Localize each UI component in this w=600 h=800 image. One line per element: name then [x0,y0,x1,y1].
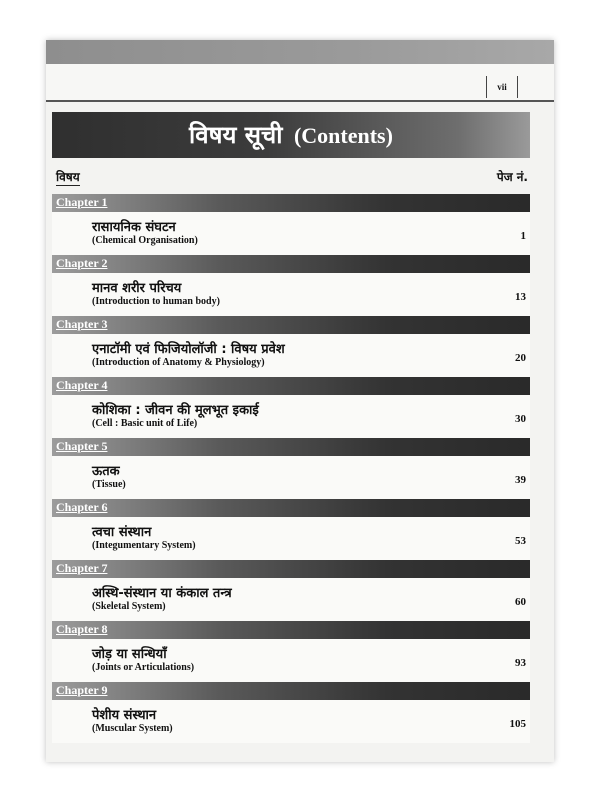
book-page [46,40,554,762]
chapter-title-english: (Skeletal System) [92,601,166,612]
chapter-entry-9 [52,682,530,743]
chapter-label: Chapter 2 [56,256,108,270]
chapter-title-english: (Joints or Articulations) [92,662,195,673]
chapter-title-english: (Cell : Basic unit of Life) [92,418,198,429]
chapter-title-english: (Tissue) [92,479,126,490]
chapter-entry-1 [52,194,530,255]
chapter-page-number: 105 [509,718,526,730]
column-header-subject: विषय [56,170,80,184]
chapter-label: Chapter 1 [56,195,108,209]
chapter-title-english: (Chemical Organisation) [92,235,198,246]
chapter-page-number: 30 [515,413,526,425]
chapter-body [52,395,530,438]
page-header-strip [46,64,554,102]
chapter-body [52,456,530,499]
chapter-title-hindi: पेशीय संस्थान [92,708,157,723]
chapter-bar [52,377,530,395]
chapter-label: Chapter 7 [56,561,108,575]
chapter-label: Chapter 8 [56,622,108,636]
title-hindi: विषय सूची [189,121,283,149]
chapter-title-english: (Integumentary System) [92,540,196,551]
chapter-bar [52,438,530,456]
chapter-list [52,194,530,743]
chapter-entry-8 [52,621,530,682]
chapter-title-hindi: मानव शरीर परिचय [92,281,182,296]
chapter-label: Chapter 9 [56,683,108,697]
chapter-entry-6 [52,499,530,560]
chapter-label: Chapter 4 [56,378,108,392]
chapter-title-english: (Introduction of Anatomy & Physiology) [92,357,265,368]
chapter-title-hindi: कोशिका : जीवन की मूलभूत इकाई [92,403,259,418]
chapter-page-number: 60 [515,596,526,608]
chapter-entry-3 [52,316,530,377]
chapter-title-english: (Muscular System) [92,723,173,734]
chapter-page-number: 93 [515,657,526,669]
page-number: vii [486,76,518,98]
chapter-body [52,639,530,682]
chapter-bar [52,194,530,212]
chapter-bar [52,621,530,639]
chapter-label: Chapter 3 [56,317,108,331]
column-header-row [56,168,528,190]
chapter-entry-7 [52,560,530,621]
chapter-page-number: 39 [515,474,526,486]
chapter-label: Chapter 5 [56,439,108,453]
chapter-title-hindi: ऊतक [92,464,120,479]
chapter-title-hindi: जोड़ या सन्धियाँ [92,647,167,662]
chapter-entry-2 [52,255,530,316]
chapter-page-number: 53 [515,535,526,547]
chapter-title-hindi: रासायनिक संघटन [92,220,176,235]
chapter-title-hindi: अस्थि-संस्थान या कंकाल तन्त्र [92,586,232,601]
chapter-body [52,517,530,560]
chapter-entry-5 [52,438,530,499]
chapter-body [52,273,530,316]
chapter-page-number: 20 [515,352,526,364]
photo-background [0,0,600,40]
chapter-bar [52,255,530,273]
title-english: (Contents) [293,123,393,148]
chapter-title-hindi: त्वचा संस्थान [92,525,152,540]
chapter-entry-4 [52,377,530,438]
chapter-label: Chapter 6 [56,500,108,514]
chapter-body [52,212,530,255]
contents-title-banner [52,112,530,158]
chapter-body [52,700,530,743]
chapter-title-english: (Introduction to human body) [92,296,220,307]
chapter-bar [52,560,530,578]
chapter-bar [52,499,530,517]
chapter-bar [52,316,530,334]
chapter-page-number: 13 [515,291,526,303]
chapter-body [52,334,530,377]
column-header-page-no: पेज नं. [496,170,528,184]
chapter-bar [52,682,530,700]
chapter-body [52,578,530,621]
chapter-title-hindi: एनाटॉमी एवं फिजियोलॉजी : विषय प्रवेश [92,342,285,357]
chapter-page-number: 1 [520,230,526,242]
